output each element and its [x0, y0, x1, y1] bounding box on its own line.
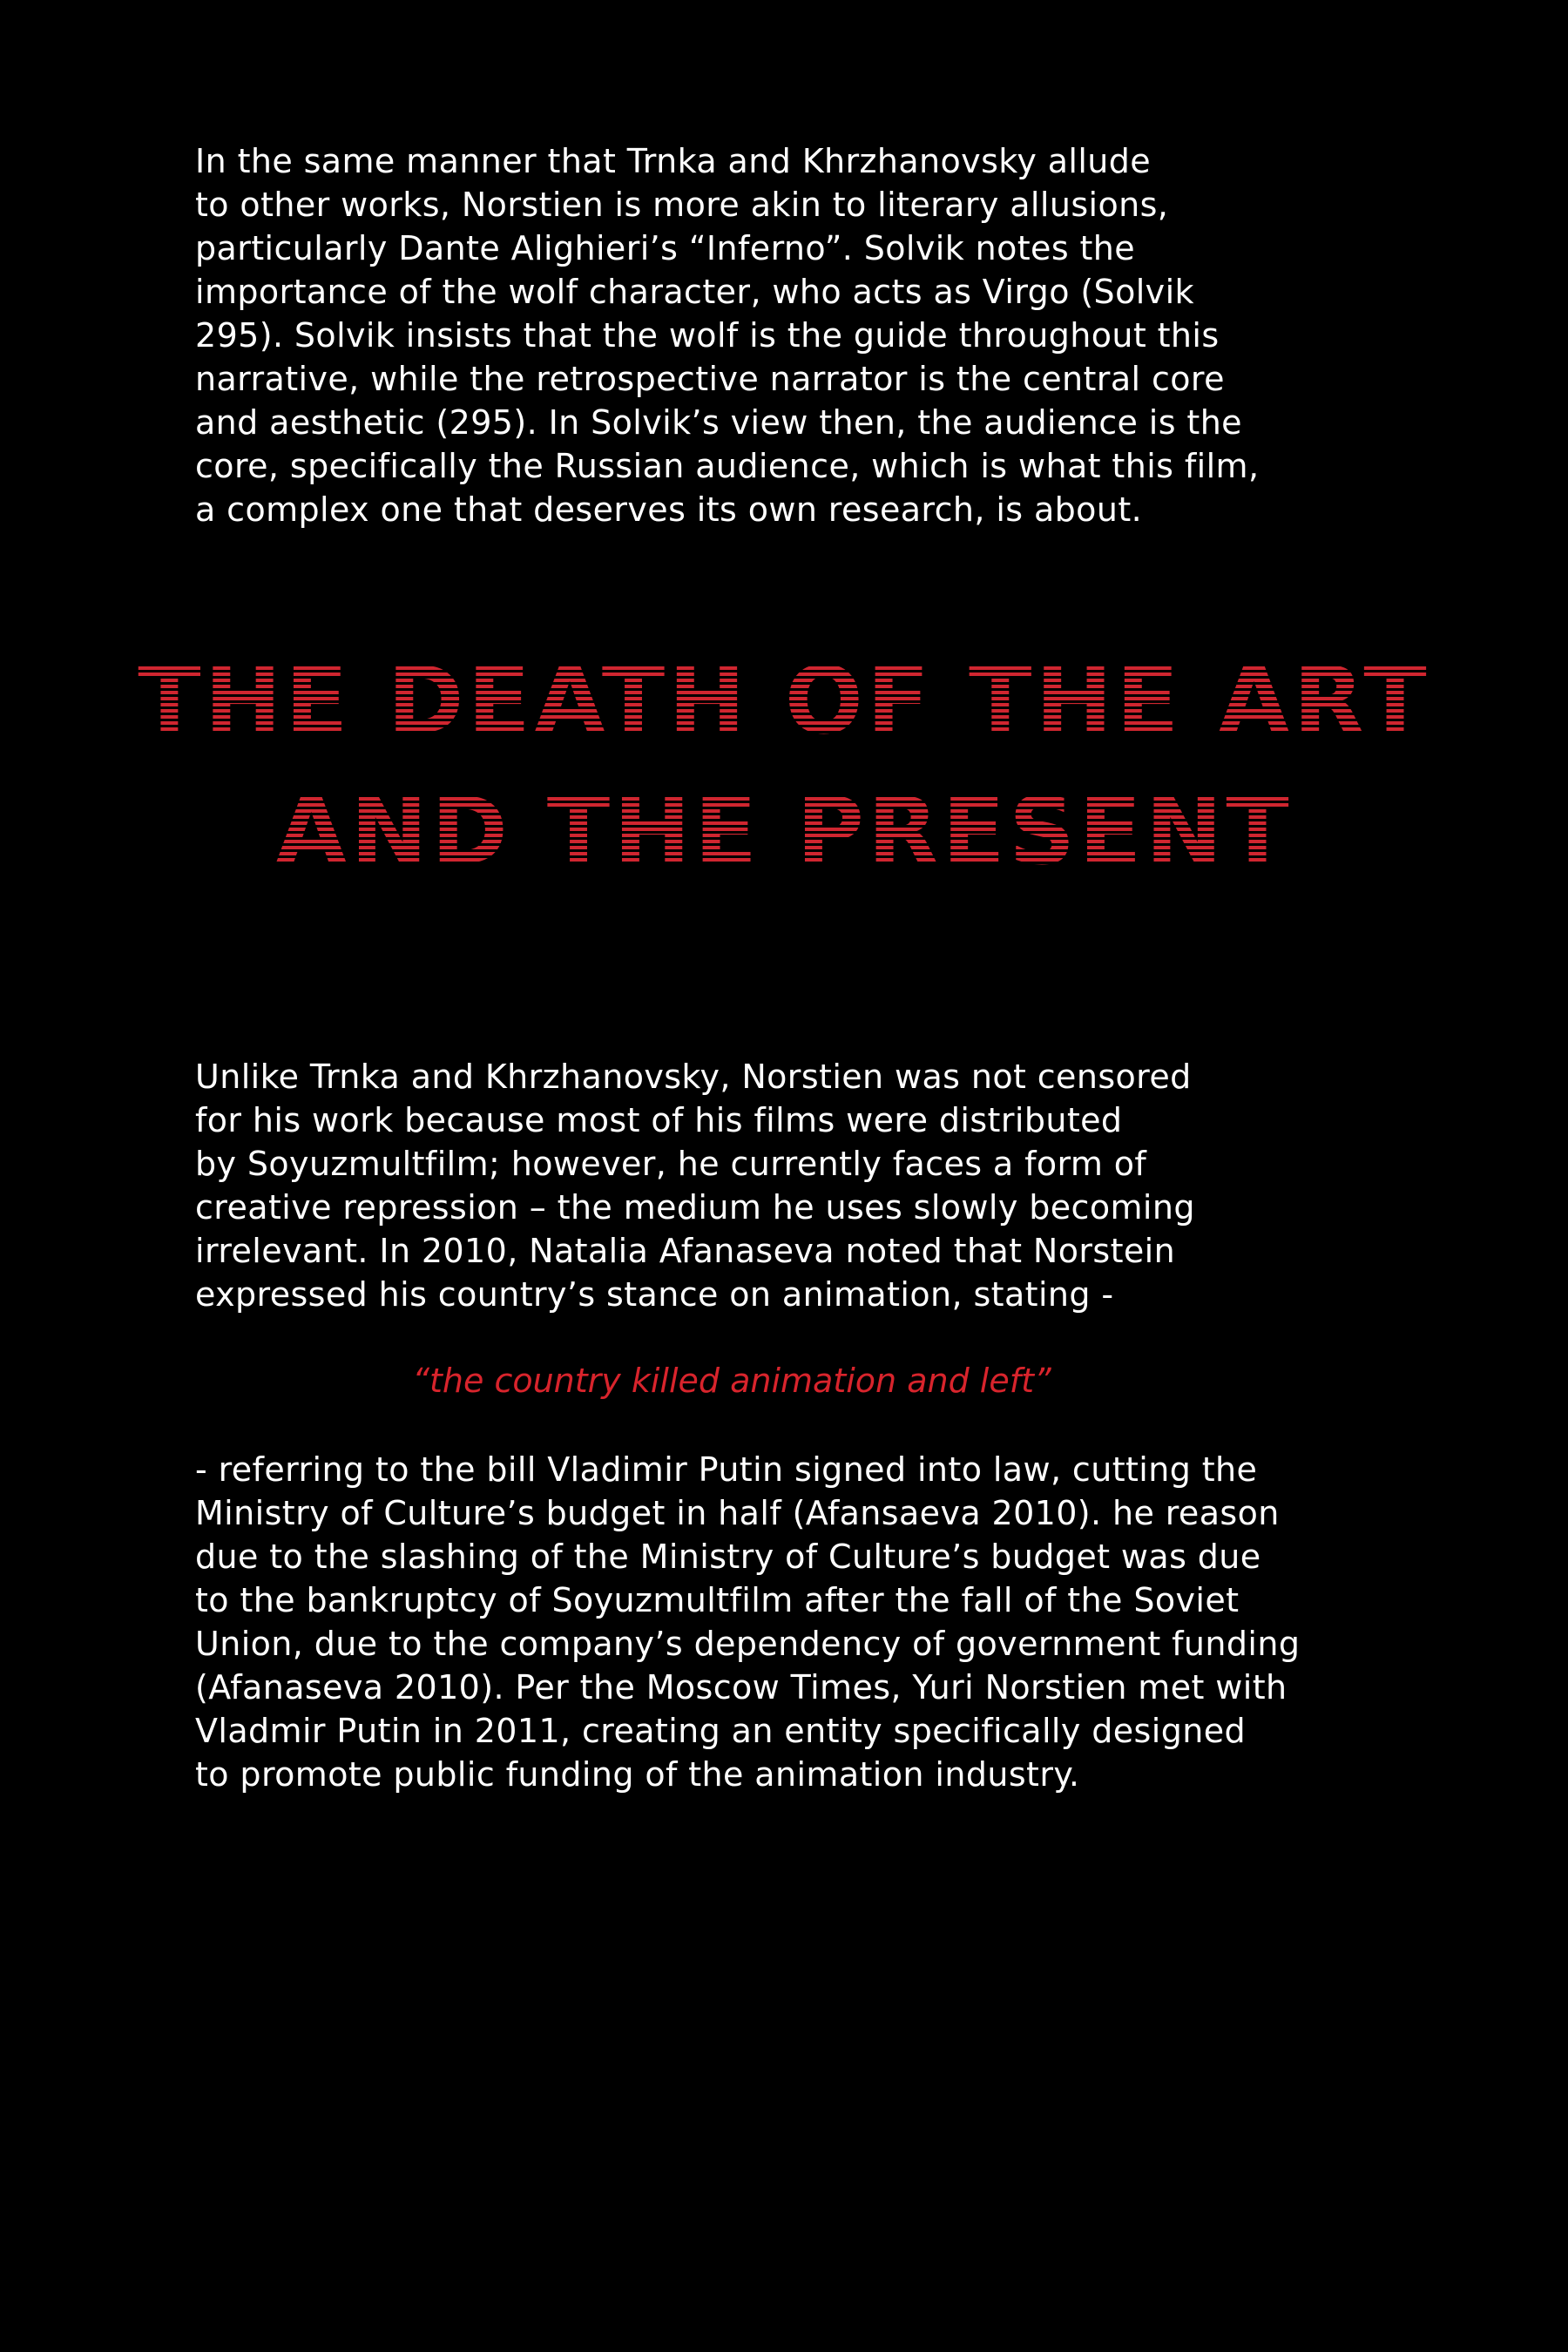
section-heading-line-2: AND THE PRESENT [0, 767, 1568, 897]
intro-paragraph: In the same manner that Trnka and Khrzhanovsky allude to other works, Norstien is more akin to literary allusions, particularly Dante Alighieri’s “Inferno”. Solvik notes the importance of the wolf character, who acts as Virgo (Solvik 295). Solvik insists that the wolf is the guide throughout this narrative, while the retrospective narrator is the central core and aesthetic (295). In Solvik’s view then, the audience is the core, specifically the Russian audience, which is what this film, a complex one that deserves its own research, is about. [195, 142, 1260, 529]
pull-quote: “the country killed animation and left” [412, 1362, 1051, 1400]
continuation-paragraph: - referring to the bill Vladimir Putin signed into law, cutting the Ministry of Culture’s budget in half (Afansaeva 2010). he reason due to the slashing of the Ministry of Culture’s budget was due to the bankruptcy of Soyuzmultfilm after the fall of the Soviet Union, due to the company’s dependency of government funding (Afanaseva 2010). Per the Moscow Times, Yuri Norstien met with Vladmir Putin in 2011, creating an entity specifically designed to promote public funding of the animation industry. [195, 1450, 1301, 1794]
section-heading-line-1: THE DEATH OF THE ART [0, 636, 1568, 767]
section-body-paragraph: Unlike Trnka and Khrzhanovsky, Norstien was not censored for his work because most of his films were distributed by Soyuzmultfilm; however, he currently faces a form of creative repression – the medium he uses slowly becoming irrelevant. In 2010, Natalia Afanaseva noted that Norstein expressed his country’s stance on animation, stating - [195, 1058, 1195, 1314]
